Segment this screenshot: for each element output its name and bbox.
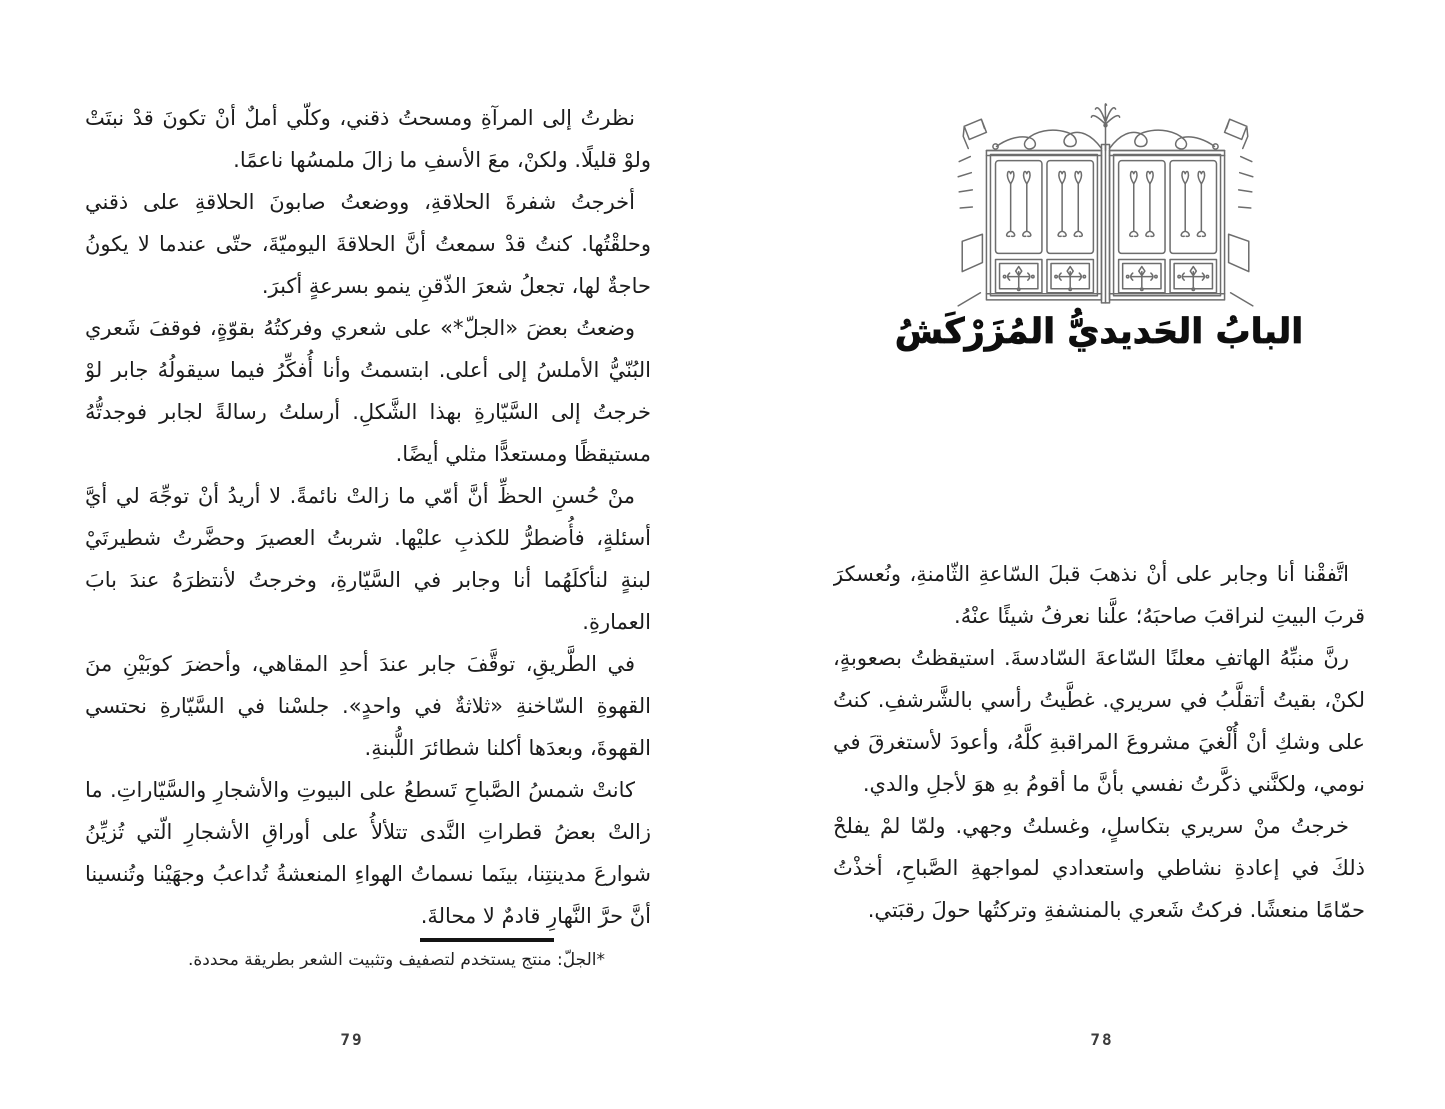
- iron-gate-illustration: [953, 94, 1258, 318]
- paragraph: اتَّفقْنا أنا وجابر على أنْ نذهبَ قبلَ السّاعةِ الثّامنةِ، ونُعسكرَ قربَ البيتِ لنراقبَ صاحبَهُ؛ علَّنا نعرفُ شيئًا عنْهُ.: [833, 562, 1365, 628]
- paragraph: خرجتُ منْ سريري بتكاسلٍ، وغسلتُ وجهي. ولمّا لمْ يفلحْ ذلكَ في إعادةِ نشاطي واستعدادي لمواجهةِ الصَّباحِ، أخذْتُ حمّامًا منعشًا. فركتُ شَعري بالمنشفةِ وتركتُها حولَ رقبَتي.: [833, 814, 1365, 922]
- footnote-divider: [420, 938, 554, 942]
- paragraph: كانتْ شمسُ الصَّباحِ تَسطعُ على البيوتِ والأشجارِ والسَّيّاراتِ. ما زالتْ بعضُ قطراتِ النَّدى تتلألأُ على أوراقِ الأشجارِ الّتي تُزيِّنُ شوارعَ مدينتِنا، بينَما نسماتُ الهواءِ المنعشةُ تُداعبُ وجهَيْنا وتُنسينا أنَّ حرَّ النَّهارِ قادمٌ لا محالةَ.: [85, 778, 651, 928]
- paragraph: في الطَّريقِ، توقَّفَ جابر عندَ أحدِ المقاهي، وأحضرَ كوبَيْنِ منَ القهوةِ السّاخنةِ «ثلاثةٌ في واحدٍ». جلسْنا في السَّيّارةِ نحتسي القهوةَ، وبعدَها أكلنا شطائرَ اللُّبنةِ.: [85, 652, 651, 760]
- paragraph: رنَّ منبِّهُ الهاتفِ معلنًا السّاعةَ السّادسةَ. استيقظتُ بصعوبةٍ، لكنْ، بقيتُ أتقلَّبُ في سريري. غطَّيتُ رأسي بالشَّرشفِ. كنتُ على وشكِ أنْ أُلْغيَ مشروعَ المراقبةِ كلَّهُ، وأعودَ لأستغرقَ في نومي، ولكنَّني ذكَّرتُ نفسي بأنَّ ما أقومُ بهِ هوَ لأجلِ والدي.: [833, 646, 1365, 796]
- page-79-text: [85, 97, 651, 943]
- paragraph: منْ حُسنِ الحظِّ أنَّ أمّي ما زالتْ نائمةً. لا أريدُ أنْ توجِّهَ لي أيَّ أسئلةٍ، فأُضطرُّ للكذبِ عليْها. شربتُ العصيرَ وحضَّرتُ شطيرتَيْ لبنةٍ لنأكلَهُما أنا وجابر في السَّيّارةِ، وخرجتُ لأنتظرَهُ عندَ بابَ العمارةِ.: [85, 484, 651, 634]
- paragraph: وضعتُ بعضَ «الجلّ*» على شعري وفركتُهُ بقوّةٍ، فوقفَ شَعري البُنّيُّ الأملسُ إلى أعلى. ابتسمتُ وأنا أُفكِّرُ فيما سيقولُهُ جابر لوْ خرجتُ إلى السَّيّارةِ بهذا الشَّكلِ. أرسلتُ رسالةً لجابر فوجدتُّهُ مستيقظًا ومستعدًّا مثلي أيضًا.: [85, 316, 651, 466]
- footnote: *الجلّ: منتج يستخدم لتصفيف وتثبيت الشعر بطريقة محددة.: [187, 950, 605, 970]
- page-78-text: [833, 553, 1365, 1005]
- chapter-title: البابُ الحَديديُّ المُزَرْكَشُ: [894, 312, 1304, 352]
- page-number-left: 79: [340, 1030, 364, 1049]
- page-number-right: 78: [1090, 1030, 1114, 1049]
- paragraph: نظرتُ إلى المرآةِ ومسحتُ ذقني، وكلّي أملٌ أنْ تكونَ قدْ نبتَتْ ولوْ قليلًا. ولكنْ، معَ الأسفِ ما زالَ ملمسُها ناعمًا.: [85, 106, 651, 172]
- paragraph: أخرجتُ شفرةَ الحلاقةِ، ووضعتُ صابونَ الحلاقةِ على ذقني وحلقْتُها. كنتُ قدْ سمعتُ أنَّ الحلاقةَ اليوميّةَ، حتّى عندما لا يكونُ حاجةٌ لها، تجعلُ شعرَ الذّقنِ ينمو بسرعةٍ أكبرَ.: [85, 190, 651, 298]
